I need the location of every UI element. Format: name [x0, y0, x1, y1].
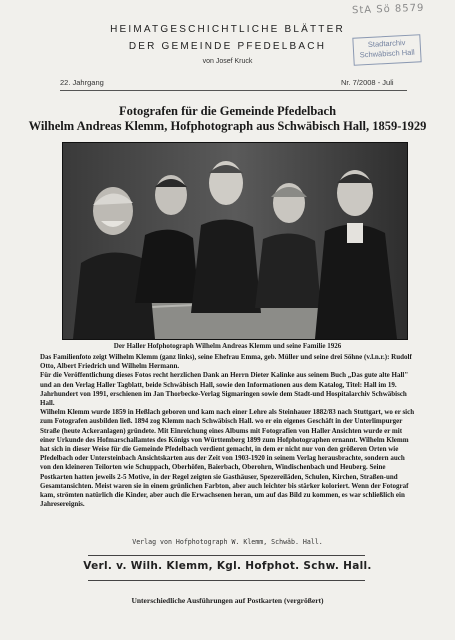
family-photo-illustration	[63, 143, 407, 339]
volume-label: 22. Jahrgang	[60, 78, 104, 87]
postcard-imprint-small: Verlag von Hofphotograph W. Klemm, Schwäb. Hall.	[132, 538, 323, 546]
paragraph-photo-description: Das Familienfoto zeigt Wilhelm Klemm (ganz links), seine Ehefrau Emma, geb. Müller und seine drei Söhne (v.l.n.r.): Rudolf Otto, Albert Friedrich und Wilhelm Hermann.	[40, 353, 412, 371]
family-photo	[62, 142, 408, 340]
photo-caption: Der Haller Hofphotograph Wilhelm Andreas Klemm und seine Familie 1926	[113, 342, 342, 350]
stamp-line-1: Stadtarchiv	[367, 38, 406, 49]
postcard-imprint-large: Verl. v. Wilh. Klemm, Kgl. Hofphot. Schw. Hall.	[83, 560, 372, 572]
imprint-rule-top	[88, 555, 365, 556]
masthead-line-1: HEIMATGESCHICHTLICHE BLÄTTER	[110, 24, 345, 35]
stamp-line-2: Schwäbisch Hall	[359, 47, 415, 60]
handwritten-archive-note: StA Sö 8579	[351, 2, 425, 17]
paragraph-acknowledgement: Für die Veröffentlichung dieses Fotos recht herzlichen Dank an Herrn Dieter Kalinke aus seinem Buch „Das gute alte Hall" und an den Verlag Haller Tagblatt, beide Schwäbisch Hall, sowie den Informationen aus dem Katalog, Titel: Hall im 19. Jahrhundert von 1991, erschienen im Jan Thorbecke-Verlag Sigmaringen sowie dem Stadt-und Hospitalarchiv Schwäbisch Hall.	[40, 371, 409, 408]
paragraph-biography: Wilhelm Klemm wurde 1859 in Heßlach geboren und kam nach einer Lehre als Steinhauer 1882/83 nach Stuttgart, wo er sich zum Fotografen ausbilden ließ. 1894 zog Klemm nach Schwäbisch Hall. wo er ein eigenes Geschäft in der Unterlimpurger Straße (heute Ackeranlagen) gründete. Mit Einreichung eines Albums mit Fotografien von Haller Ansichten wurde er mit einer Urkunde des Hofmarschallamtes des Königs von Württemberg 1899 zum Hofphotographen ernannt. Wilhelm Klemm hat sich in dieser Weise für die Gemeinde Pfedelbach verdient gemacht, in dem er nicht nur von den größeren Orten wie Pfedelbach oder Untersteinbach Ansichtskarten aus der Zeit von 1903-1920 in seinem Verlag herausbrachte, sondern auch von den kleineren Teilorten wie Schuppach, Oberhöfen, Baierbach, Oberohrn, Windischenbach und Heuberg. Seine Postkarten hatten jeweils 2-5 Motive, in der Regel zeigten sie Gasthäuser, Spezereiläden, Schulen, Kirchen, Straßen-und Gesamtansichten. Meist waren sie in einem grünlichen Farbton, aber auch leichter bis stärker koloriert. Wenn der Fotograf kam, strömten natürlich die Kinder, aber auch die Erwachsenen heran, um auf das Bild zu kommen, es war schließlich ein Jahresereignis.	[40, 408, 415, 509]
article-title-line-1: Fotografen für die Gemeinde Pfedelbach	[118, 104, 337, 118]
header-rule	[60, 90, 407, 91]
imprint-rule-bottom	[88, 580, 365, 581]
footer-caption: Unterschiedliche Ausführungen auf Postkarten (vergrößert)	[131, 596, 324, 605]
masthead-line-2: DER GEMEINDE PFEDELBACH	[128, 41, 327, 52]
issue-label: Nr. 7/2008 - Juli	[341, 78, 394, 87]
article-body	[40, 353, 416, 509]
article-title-line-2: Wilhelm Andreas Klemm, Hofphotograph aus Schwäbisch Hall, 1859-1929	[28, 119, 427, 133]
editor-line: von Josef Kruck	[202, 58, 253, 65]
